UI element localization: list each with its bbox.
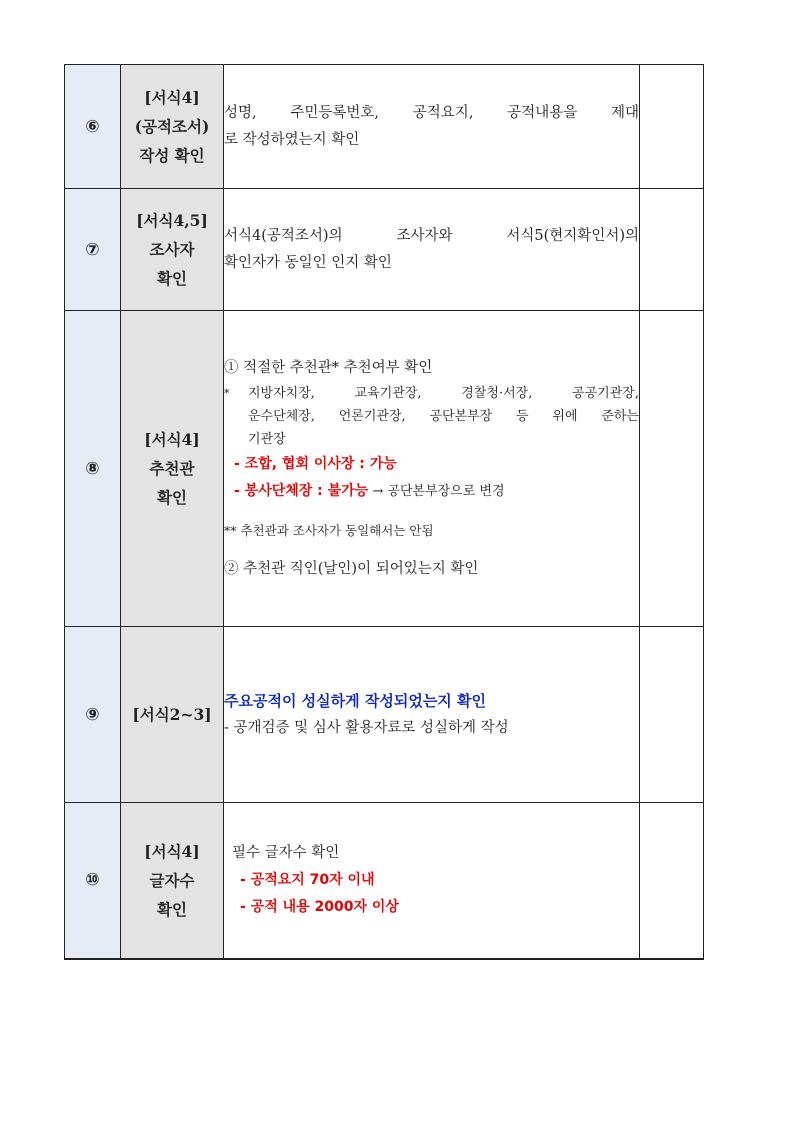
row-number: ⑦ [65,189,121,311]
table-row [65,627,704,803]
check-cell [640,627,704,803]
check-cell [640,803,704,959]
label-line: [서식4] [144,88,200,107]
row-description [224,189,640,311]
not-allowed-note [224,478,639,505]
same-person-note: ** 추천관과 조사자가 동일해서는 안됨 [224,522,434,538]
label-line: 확인 [157,488,187,507]
note-line: 지방자치장, 교육기관장, 경찰청·서장, 공공기관장, [248,385,639,401]
table-row [65,803,704,959]
description-line: 성명, 주민등록번호, 공적요지, 공적내용을 제대 [224,104,639,121]
label-line: 확인 [157,269,187,288]
check-cell [640,189,704,311]
recommender-item-2: ② 추천관 직인(날인)이 되어있는지 확인 [224,560,479,577]
label-line: 확인 [157,899,187,919]
row-label [121,189,224,311]
row-label [121,65,224,189]
note-line: 운수단체장, 언론기관장, 공단본부장 등 위에 준하는 [248,408,639,424]
table-row [65,65,704,189]
note-mark: * [224,386,230,400]
label-line: 작성 확인 [139,146,205,165]
not-allowed-text: - 봉사단체장 : 불가능 [234,482,369,499]
checklist-table [64,64,704,960]
label-line: 글자수 [149,870,195,890]
note-line: 기관장 [248,431,286,447]
description-line: 서식4(공적조서)의 조사자와 서식5(현지확인서)의 [224,227,639,244]
row-number: ⑨ [65,627,121,803]
table-row [65,189,704,311]
row-label [121,627,224,803]
label-line: 조사자 [149,240,195,259]
recommender-note [224,382,639,451]
label-line: (공적조서) [134,117,210,136]
row-description [224,311,640,627]
row-label [121,311,224,627]
description-line: 필수 글자수 확인 [232,844,340,861]
row-number: ⑩ [65,803,121,959]
label-line: 추천관 [149,459,195,478]
check-cell [640,311,704,627]
row-number: ⑥ [65,65,121,189]
row-label [121,803,224,959]
description-line: 확인자가 동일인 인지 확인 [224,254,392,271]
label-line: [서식2~3] [132,705,212,724]
label-line: [서식4,5] [136,211,208,230]
label-line: [서식4] [144,841,200,861]
allowed-note: - 조합, 협회 이사장 : 가능 [234,455,397,472]
main-achievement-heading: 주요공적이 성실하게 작성되었는지 확인 [224,691,486,710]
description-line: 로 작성하였는지 확인 [224,131,360,148]
row-description [224,65,640,189]
row-description [224,627,640,803]
table-row [65,311,704,627]
row-number: ⑧ [65,311,121,627]
summary-limit-note: - 공적요지 70자 이내 [240,871,375,888]
label-line: [서식4] [144,430,200,449]
not-allowed-suffix: → 공단본부장으로 변경 [368,483,505,499]
description-line: - 공개검증 및 심사 활용자료로 성실하게 작성 [224,719,509,736]
check-cell [640,65,704,189]
content-limit-note: - 공적 내용 2000자 이상 [240,898,399,915]
recommender-item-1: ① 적절한 추천관* 추천여부 확인 [224,359,433,376]
row-description [224,803,640,959]
